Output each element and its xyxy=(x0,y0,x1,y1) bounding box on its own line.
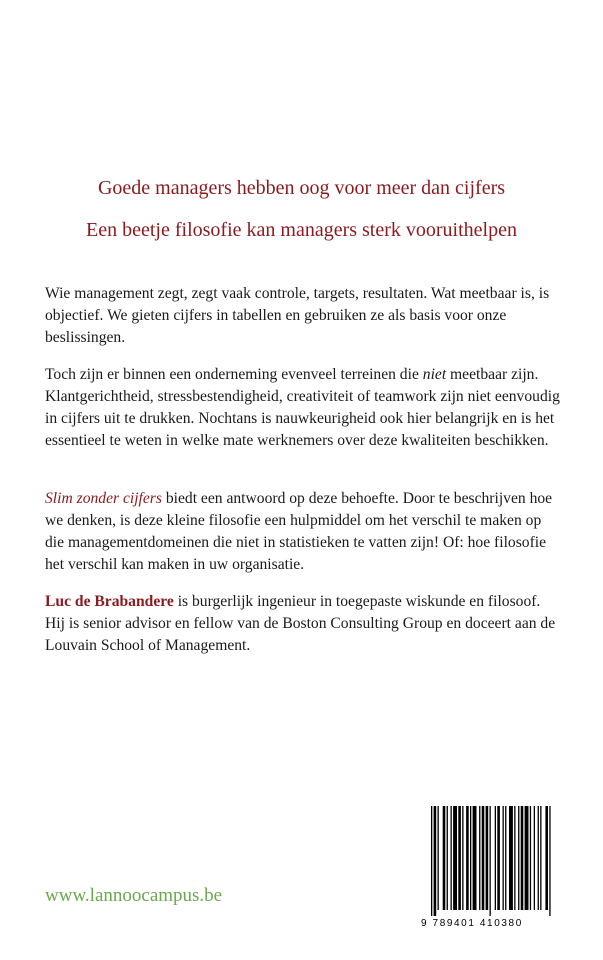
paragraph-intro: Wie management zegt, zegt vaak controle, targets, resultaten. Wat meetbaar is, is objectief. We gieten cijfers in tabellen en gebruiken ze als basis voor onze beslissingen. xyxy=(45,285,550,346)
paragraph-book-text: biedt een antwoord op deze behoefte. Door te beschrijven hoe we denken, is deze kleine filosofie een hulpmiddel om het verschil te maken op die managementdomeinen die niet in statistieken te vatten zijn! Of: hoe filosofie het verschil kan maken in uw organisatie. xyxy=(45,490,553,573)
barcode-digits: 9 789401 410380 xyxy=(421,918,523,929)
paragraph-measurable xyxy=(45,364,563,452)
paragraph-author xyxy=(45,591,563,657)
paragraph-author-text: is burgerlijk ingenieur in toegepaste wiskunde en filosoof. Hij is senior advisor en fellow van de Boston Consulting Group en doceert aan de Louvain School of Management. xyxy=(45,593,556,654)
isbn-barcode xyxy=(421,806,557,934)
headline-primary: Goede managers hebben oog voor meer dan cijfers xyxy=(97,177,506,199)
paragraph-measurable-end: meetbaar zijn. Klantgerichtheid, stressbestendigheid, creativiteit of teamwork zijn niet eenvoudig in cijfers uit te drukken. Nochtans is nauwkeurigheid ook hier belangrijk en is het essentieel te weten in welke mate werknemers over deze kwaliteiten beschikken. xyxy=(45,366,560,449)
barcode-bars xyxy=(421,806,557,916)
author-name: Luc de Brabandere xyxy=(45,593,174,610)
book-title: Slim zonder cijfers xyxy=(45,490,162,507)
emphasis-niet: niet xyxy=(422,366,447,383)
paragraph-book xyxy=(45,488,563,576)
headline-secondary: Een beetje filosofie kan managers sterk vooruithelpen xyxy=(86,219,517,241)
publisher-website[interactable]: www.lannoocampus.be xyxy=(45,885,223,906)
paragraph-measurable-start: Toch zijn er binnen een onderneming evenveel terreinen die xyxy=(45,366,423,383)
